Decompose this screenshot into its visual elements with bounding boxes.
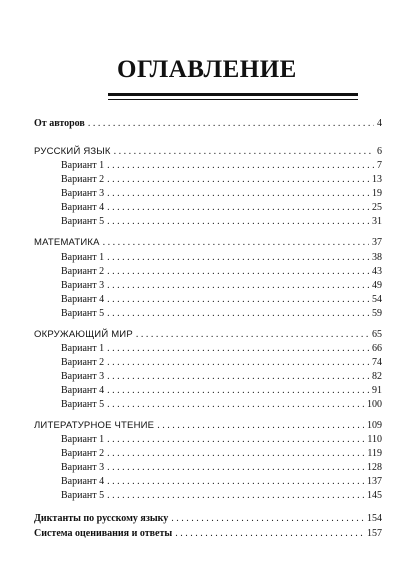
toc-entry-label: Вариант 1 xyxy=(61,160,105,171)
toc-entry-label: Вариант 5 xyxy=(61,216,105,227)
dot-leader xyxy=(107,279,369,293)
toc-entry-dictations[interactable] xyxy=(34,512,382,526)
dot-leader xyxy=(107,307,369,321)
toc-entry-page: 54 xyxy=(372,294,382,305)
toc-entry-page: 66 xyxy=(372,343,382,354)
toc-entry-label: Вариант 2 xyxy=(61,448,105,459)
toc-entry-page: 25 xyxy=(372,202,382,213)
toc-entry[interactable] xyxy=(61,265,382,279)
toc-section-label: РУССКИЙ ЯЗЫК xyxy=(34,146,111,157)
toc-entry-page: 137 xyxy=(367,476,382,487)
dot-leader xyxy=(114,145,374,159)
toc-entry-page: 100 xyxy=(367,399,382,410)
dot-leader xyxy=(107,173,369,187)
dot-leader xyxy=(107,356,369,370)
toc-entry-label: Вариант 5 xyxy=(61,490,105,501)
toc-entry[interactable] xyxy=(61,215,382,229)
dot-leader xyxy=(171,512,364,526)
toc-entry-page: 109 xyxy=(367,420,382,431)
dot-leader xyxy=(107,187,369,201)
toc-entry-page: 6 xyxy=(377,146,382,157)
toc-entry[interactable] xyxy=(61,489,382,503)
toc-entry-page: 110 xyxy=(367,434,382,445)
toc-entry-label: Диктанты по русскому языку xyxy=(34,513,169,524)
toc-section-russian[interactable] xyxy=(34,145,382,159)
toc-entry-label: Вариант 2 xyxy=(61,357,105,368)
toc-section-label: ОКРУЖАЮЩИЙ МИР xyxy=(34,329,133,340)
dot-leader xyxy=(107,293,369,307)
toc-entry-label: Вариант 2 xyxy=(61,174,105,185)
toc-entry[interactable] xyxy=(61,187,382,201)
toc-entry-page: 157 xyxy=(367,528,382,539)
toc-entry[interactable] xyxy=(61,398,382,412)
toc-entry-label: Вариант 5 xyxy=(61,399,105,410)
toc-entry-label: Вариант 1 xyxy=(61,343,105,354)
toc-entry-page: 43 xyxy=(372,266,382,277)
toc-entry[interactable] xyxy=(61,370,382,384)
toc-entry[interactable] xyxy=(61,251,382,265)
toc-entry-page: 119 xyxy=(367,448,382,459)
toc-entry[interactable] xyxy=(61,356,382,370)
toc-entry-page: 59 xyxy=(372,308,382,319)
toc-entry-label: Вариант 4 xyxy=(61,476,105,487)
dot-leader xyxy=(107,384,369,398)
toc-entry-page: 154 xyxy=(367,513,382,524)
toc-entry-page: 74 xyxy=(372,357,382,368)
dot-leader xyxy=(107,433,364,447)
dot-leader xyxy=(103,236,369,250)
toc-entry[interactable] xyxy=(61,433,382,447)
toc-entry[interactable] xyxy=(61,279,382,293)
toc-entry-answers[interactable] xyxy=(34,527,382,541)
toc-entry-page: 13 xyxy=(372,174,382,185)
dot-leader xyxy=(88,117,374,131)
toc-entry-label: Вариант 3 xyxy=(61,462,105,473)
toc-entry[interactable] xyxy=(61,159,382,173)
dot-leader xyxy=(107,215,369,229)
toc-entry-label: Вариант 2 xyxy=(61,266,105,277)
toc-entry-label: Вариант 5 xyxy=(61,308,105,319)
dot-leader xyxy=(107,475,364,489)
toc-entry[interactable] xyxy=(61,307,382,321)
dot-leader xyxy=(107,159,374,173)
toc-entry-label: Вариант 1 xyxy=(61,252,105,263)
toc-entry-page: 91 xyxy=(372,385,382,396)
dot-leader xyxy=(107,398,364,412)
toc-entry-page: 31 xyxy=(372,216,382,227)
toc-entry-page: 82 xyxy=(372,371,382,382)
toc-entry[interactable] xyxy=(61,447,382,461)
toc-entry-label: Вариант 4 xyxy=(61,385,105,396)
toc-entry-page: 19 xyxy=(372,188,382,199)
dot-leader xyxy=(107,370,369,384)
toc-entry-label: Вариант 3 xyxy=(61,280,105,291)
toc-entry-label: От авторов xyxy=(34,118,85,129)
toc-entry[interactable] xyxy=(61,342,382,356)
toc-entry[interactable] xyxy=(61,475,382,489)
dot-leader xyxy=(175,527,364,541)
toc-entry-label: Система оценивания и ответы xyxy=(34,528,173,539)
toc-section-world[interactable] xyxy=(34,328,382,342)
dot-leader xyxy=(136,328,369,342)
toc-entry-label: Вариант 3 xyxy=(61,371,105,382)
toc-section-math[interactable] xyxy=(34,236,382,250)
toc-entry[interactable] xyxy=(61,201,382,215)
toc-entry-page: 65 xyxy=(372,329,382,340)
toc-section-label: ЛИТЕРАТУРНОЕ ЧТЕНИЕ xyxy=(34,420,155,431)
toc-entry-label: Вариант 4 xyxy=(61,202,105,213)
toc-entry[interactable] xyxy=(61,384,382,398)
toc-entry-page: 128 xyxy=(367,462,382,473)
dot-leader xyxy=(107,461,364,475)
toc-entry-page: 38 xyxy=(372,252,382,263)
toc-entry[interactable] xyxy=(61,173,382,187)
toc-entry-label: Вариант 3 xyxy=(61,188,105,199)
toc-entry[interactable] xyxy=(61,461,382,475)
toc-section-reading[interactable] xyxy=(34,419,382,433)
toc-section-label: МАТЕМАТИКА xyxy=(34,237,100,248)
toc-entry-label: Вариант 1 xyxy=(61,434,105,445)
toc-entry-label: Вариант 4 xyxy=(61,294,105,305)
dot-leader xyxy=(107,489,364,503)
dot-leader xyxy=(107,342,369,356)
toc-entry-page: 4 xyxy=(377,118,382,129)
toc-entry-page: 145 xyxy=(367,490,382,501)
toc-entry-page: 7 xyxy=(377,160,382,171)
dot-leader xyxy=(107,251,369,265)
toc-entry-page: 49 xyxy=(372,280,382,291)
dot-leader xyxy=(107,447,364,461)
toc-entry-page: 37 xyxy=(372,237,382,248)
page-title: ОГЛАВЛЕНИЕ xyxy=(117,56,297,83)
dot-leader xyxy=(157,419,364,433)
dot-leader xyxy=(107,265,369,279)
dot-leader xyxy=(107,201,369,215)
toc-entry-authors[interactable] xyxy=(34,117,382,131)
toc-entry[interactable] xyxy=(61,293,382,307)
